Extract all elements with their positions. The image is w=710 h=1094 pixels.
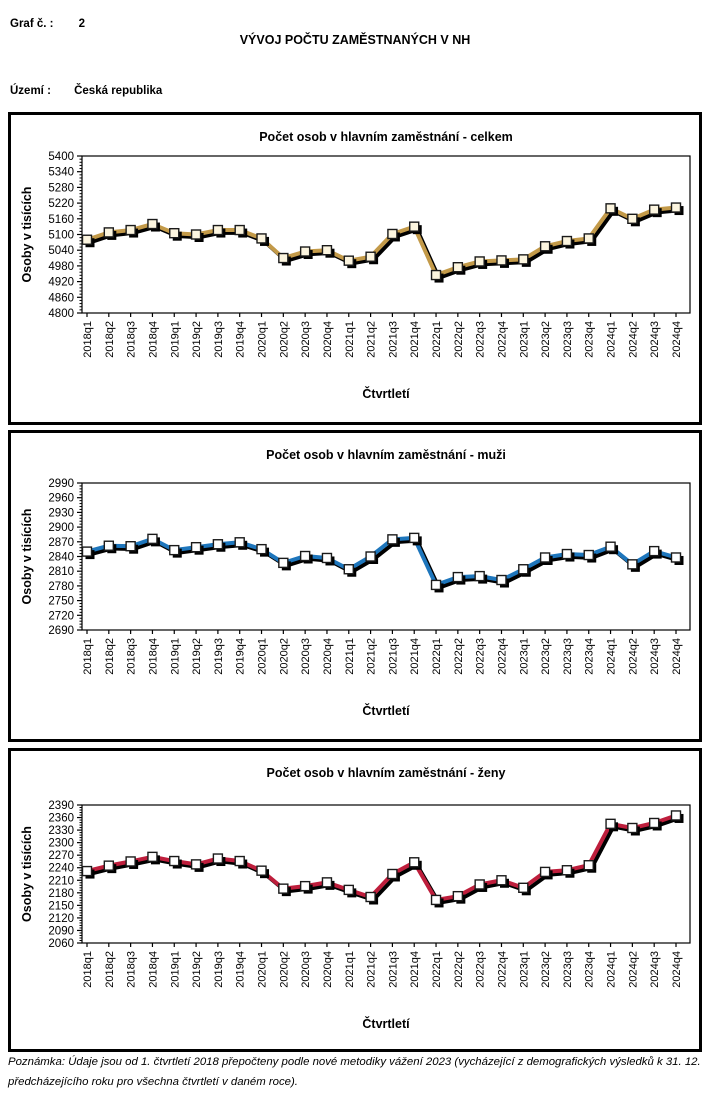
data-point-marker bbox=[83, 547, 92, 556]
x-tick-label: 2019q1 bbox=[169, 638, 182, 675]
x-tick-label: 2021q3 bbox=[387, 951, 400, 988]
data-point-marker bbox=[388, 229, 397, 238]
x-tick-label: 2021q3 bbox=[387, 321, 400, 358]
data-point-marker bbox=[432, 895, 441, 904]
x-tick-label: 2024q3 bbox=[649, 321, 662, 358]
x-tick-label: 2020q2 bbox=[278, 638, 291, 675]
y-tick-label: 2930 bbox=[48, 507, 74, 520]
line-chart-muzi bbox=[11, 433, 699, 739]
x-tick-label: 2020q1 bbox=[256, 321, 269, 358]
y-tick-label: 5340 bbox=[48, 166, 74, 179]
data-point-marker bbox=[170, 229, 179, 238]
y-tick-label: 2390 bbox=[48, 800, 74, 812]
x-tick-label: 2020q1 bbox=[256, 951, 269, 988]
data-point-marker bbox=[562, 550, 571, 559]
data-point-marker bbox=[301, 882, 310, 891]
x-tick-label: 2022q2 bbox=[452, 638, 465, 675]
territory-label: Území : bbox=[10, 85, 51, 97]
graf-label: Graf č. : bbox=[10, 18, 54, 30]
x-tick-label: 2020q4 bbox=[321, 951, 334, 988]
data-point-marker bbox=[301, 247, 310, 256]
data-point-marker bbox=[301, 552, 310, 561]
data-point-marker bbox=[432, 271, 441, 280]
data-point-marker bbox=[453, 263, 462, 272]
x-tick-label: 2021q3 bbox=[387, 638, 400, 675]
y-tick-label: 2780 bbox=[48, 580, 74, 593]
y-axis-title: Osoby v tisících bbox=[20, 508, 34, 605]
data-point-marker bbox=[453, 892, 462, 901]
x-tick-label: 2019q2 bbox=[191, 951, 204, 988]
x-tick-label: 2024q4 bbox=[671, 321, 683, 358]
data-point-marker bbox=[628, 214, 637, 223]
x-tick-label: 2018q1 bbox=[82, 321, 94, 358]
data-point-marker bbox=[541, 553, 550, 562]
data-point-marker bbox=[541, 867, 550, 876]
data-point-marker bbox=[584, 551, 593, 560]
data-point-marker bbox=[519, 883, 528, 892]
y-tick-label: 5160 bbox=[48, 213, 74, 226]
data-point-marker bbox=[279, 254, 288, 263]
x-tick-label: 2022q1 bbox=[431, 951, 444, 988]
data-point-marker bbox=[104, 228, 113, 237]
chart-box-celkem bbox=[8, 112, 702, 425]
x-tick-label: 2022q1 bbox=[431, 321, 444, 358]
x-tick-label: 2022q4 bbox=[496, 951, 509, 988]
y-tick-label: 2150 bbox=[48, 900, 74, 913]
data-point-marker bbox=[126, 226, 135, 235]
x-tick-label: 2021q1 bbox=[343, 638, 356, 675]
y-tick-label: 2840 bbox=[48, 551, 74, 564]
plot-border bbox=[82, 805, 690, 943]
data-point-marker bbox=[475, 257, 484, 266]
data-point-marker bbox=[322, 246, 331, 255]
x-tick-label: 2023q1 bbox=[518, 638, 531, 675]
x-tick-label: 2022q3 bbox=[474, 321, 487, 358]
x-tick-label: 2021q4 bbox=[409, 321, 422, 358]
x-tick-label: 2023q1 bbox=[518, 951, 531, 988]
data-point-marker bbox=[562, 866, 571, 875]
y-tick-label: 2330 bbox=[48, 825, 74, 838]
data-point-marker bbox=[322, 553, 331, 562]
data-point-marker bbox=[672, 811, 681, 820]
y-tick-label: 2870 bbox=[48, 536, 74, 549]
data-point-marker bbox=[672, 203, 681, 212]
data-point-marker bbox=[126, 542, 135, 551]
y-tick-label: 2360 bbox=[48, 812, 74, 825]
x-tick-label: 2020q3 bbox=[300, 638, 313, 675]
data-point-marker bbox=[344, 256, 353, 265]
data-point-marker bbox=[192, 230, 201, 239]
x-tick-label: 2021q2 bbox=[365, 638, 378, 675]
x-tick-label: 2019q1 bbox=[169, 951, 182, 988]
x-tick-label: 2018q4 bbox=[147, 638, 160, 675]
data-point-marker bbox=[235, 857, 244, 866]
x-tick-label: 2023q4 bbox=[583, 321, 596, 358]
y-tick-label: 5220 bbox=[48, 198, 74, 211]
x-tick-label: 2018q2 bbox=[103, 321, 116, 358]
x-tick-label: 2021q2 bbox=[365, 321, 378, 358]
data-point-marker bbox=[366, 552, 375, 561]
x-tick-label: 2019q4 bbox=[234, 321, 247, 358]
x-tick-label: 2019q1 bbox=[169, 321, 182, 358]
data-point-marker bbox=[213, 540, 222, 549]
x-tick-label: 2024q4 bbox=[671, 951, 683, 988]
x-tick-label: 2019q2 bbox=[191, 321, 204, 358]
x-tick-label: 2024q3 bbox=[649, 638, 662, 675]
chart-title: Počet osob v hlavním zaměstnání - ženy bbox=[266, 766, 506, 780]
x-tick-label: 2022q2 bbox=[452, 951, 465, 988]
data-point-marker bbox=[519, 565, 528, 574]
data-point-marker bbox=[279, 884, 288, 893]
x-tick-label: 2018q4 bbox=[147, 321, 160, 358]
x-tick-label: 2019q3 bbox=[212, 951, 225, 988]
y-tick-label: 2240 bbox=[48, 862, 74, 875]
x-tick-label: 2020q2 bbox=[278, 321, 291, 358]
data-point-marker bbox=[650, 547, 659, 556]
x-tick-label: 2018q1 bbox=[82, 951, 94, 988]
data-point-marker bbox=[410, 533, 419, 542]
y-tick-label: 4800 bbox=[48, 308, 74, 320]
x-tick-label: 2023q2 bbox=[540, 638, 553, 675]
data-point-marker bbox=[213, 854, 222, 863]
data-point-marker bbox=[257, 545, 266, 554]
data-point-marker bbox=[279, 558, 288, 567]
x-tick-label: 2021q1 bbox=[343, 951, 356, 988]
data-point-marker bbox=[388, 535, 397, 544]
x-tick-label: 2019q2 bbox=[191, 638, 204, 675]
y-tick-label: 2690 bbox=[48, 625, 74, 637]
y-tick-label: 2960 bbox=[48, 492, 74, 505]
data-point-marker bbox=[475, 572, 484, 581]
y-tick-label: 2300 bbox=[48, 837, 74, 850]
x-tick-label: 2018q2 bbox=[103, 951, 116, 988]
y-tick-label: 2750 bbox=[48, 595, 74, 608]
x-tick-label: 2022q1 bbox=[431, 638, 444, 675]
page-title: VÝVOJ POČTU ZAMĚSTNANÝCH V NH bbox=[239, 33, 471, 47]
x-tick-label: 2024q2 bbox=[627, 638, 640, 675]
data-point-marker bbox=[562, 237, 571, 246]
x-tick-label: 2024q1 bbox=[605, 321, 618, 358]
data-point-marker bbox=[366, 252, 375, 261]
y-tick-label: 2720 bbox=[48, 610, 74, 623]
y-tick-label: 5400 bbox=[48, 151, 74, 163]
x-tick-label: 2024q1 bbox=[605, 638, 618, 675]
x-tick-label: 2018q2 bbox=[103, 638, 116, 675]
y-axis-title: Osoby v tisících bbox=[20, 186, 34, 283]
y-tick-label: 4980 bbox=[48, 260, 74, 273]
y-tick-label: 2900 bbox=[48, 522, 74, 535]
y-axis-title: Osoby v tisících bbox=[20, 826, 34, 922]
data-point-marker bbox=[148, 534, 157, 543]
x-tick-label: 2024q2 bbox=[627, 951, 640, 988]
x-tick-label: 2019q4 bbox=[234, 951, 247, 988]
x-axis-title: Čtvrtletí bbox=[362, 1017, 410, 1031]
data-point-marker bbox=[257, 866, 266, 875]
data-point-marker bbox=[83, 867, 92, 876]
data-point-marker bbox=[628, 560, 637, 569]
x-axis-title: Čtvrtletí bbox=[362, 704, 410, 718]
x-tick-label: 2021q4 bbox=[409, 951, 422, 988]
x-tick-label: 2021q1 bbox=[343, 321, 356, 358]
data-point-marker bbox=[126, 857, 135, 866]
data-point-marker bbox=[475, 880, 484, 889]
data-point-marker bbox=[388, 870, 397, 879]
data-point-marker bbox=[235, 538, 244, 547]
data-point-marker bbox=[497, 876, 506, 885]
data-point-marker bbox=[432, 580, 441, 589]
x-tick-label: 2024q3 bbox=[649, 951, 662, 988]
x-tick-label: 2020q4 bbox=[321, 321, 334, 358]
data-point-marker bbox=[235, 226, 244, 235]
data-point-marker bbox=[410, 858, 419, 867]
chart-box-zeny bbox=[8, 748, 702, 1052]
x-tick-label: 2018q4 bbox=[147, 951, 160, 988]
data-point-marker bbox=[257, 234, 266, 243]
x-tick-label: 2019q3 bbox=[212, 321, 225, 358]
footnote bbox=[8, 1052, 706, 1092]
y-tick-label: 2060 bbox=[48, 938, 74, 950]
y-tick-label: 2180 bbox=[48, 887, 74, 900]
data-point-marker bbox=[650, 818, 659, 827]
x-tick-label: 2023q2 bbox=[540, 321, 553, 358]
data-point-marker bbox=[322, 878, 331, 887]
x-tick-label: 2018q3 bbox=[125, 951, 138, 988]
x-tick-label: 2022q4 bbox=[496, 638, 509, 675]
x-tick-label: 2018q3 bbox=[125, 321, 138, 358]
chart-box-muzi bbox=[8, 430, 702, 742]
x-tick-label: 2023q3 bbox=[561, 951, 574, 988]
data-point-marker bbox=[606, 819, 615, 828]
y-tick-label: 5280 bbox=[48, 182, 74, 195]
x-tick-label: 2023q3 bbox=[561, 638, 574, 675]
y-tick-label: 2270 bbox=[48, 850, 74, 863]
x-tick-label: 2020q2 bbox=[278, 951, 291, 988]
x-tick-label: 2023q2 bbox=[540, 951, 553, 988]
y-tick-label: 4920 bbox=[48, 276, 74, 289]
y-tick-label: 2120 bbox=[48, 912, 74, 925]
data-point-marker bbox=[192, 860, 201, 869]
data-point-marker bbox=[497, 576, 506, 585]
data-point-marker bbox=[83, 235, 92, 244]
y-tick-label: 5040 bbox=[48, 245, 74, 258]
x-tick-label: 2023q4 bbox=[583, 638, 596, 675]
graf-number-row bbox=[10, 18, 85, 30]
footnote-line-2: předcházejícího roku pro všechna čtvrtletí v daném roce). bbox=[8, 1076, 298, 1088]
x-tick-label: 2022q2 bbox=[452, 321, 465, 358]
x-tick-label: 2021q4 bbox=[409, 638, 422, 675]
data-point-marker bbox=[410, 222, 419, 231]
y-tick-label: 2990 bbox=[48, 478, 74, 490]
data-point-marker bbox=[650, 205, 659, 214]
data-point-marker bbox=[170, 857, 179, 866]
x-tick-label: 2024q4 bbox=[671, 638, 683, 675]
data-point-marker bbox=[672, 553, 681, 562]
x-axis-title: Čtvrtletí bbox=[362, 387, 410, 401]
data-point-marker bbox=[148, 852, 157, 861]
x-tick-label: 2022q3 bbox=[474, 638, 487, 675]
y-tick-label: 2090 bbox=[48, 925, 74, 938]
graf-number: 2 bbox=[78, 18, 86, 30]
x-tick-label: 2022q3 bbox=[474, 951, 487, 988]
x-tick-label: 2019q3 bbox=[212, 638, 225, 675]
chart-title: Počet osob v hlavním zaměstnání - muži bbox=[266, 448, 506, 462]
x-tick-label: 2024q1 bbox=[605, 951, 618, 988]
territory-row bbox=[10, 85, 162, 97]
y-tick-label: 5100 bbox=[48, 229, 74, 242]
data-point-marker bbox=[104, 861, 113, 870]
data-point-marker bbox=[606, 542, 615, 551]
x-tick-label: 2021q2 bbox=[365, 951, 378, 988]
data-point-marker bbox=[366, 893, 375, 902]
x-tick-label: 2020q3 bbox=[300, 321, 313, 358]
data-point-marker bbox=[192, 543, 201, 552]
x-tick-label: 2018q3 bbox=[125, 638, 138, 675]
territory-value: Česká republika bbox=[74, 85, 163, 97]
data-point-marker bbox=[170, 546, 179, 555]
data-point-marker bbox=[584, 861, 593, 870]
data-point-marker bbox=[104, 541, 113, 550]
line-chart-celkem bbox=[11, 115, 699, 422]
x-tick-label: 2019q4 bbox=[234, 638, 247, 675]
x-tick-label: 2024q2 bbox=[627, 321, 640, 358]
data-point-marker bbox=[519, 255, 528, 264]
data-point-marker bbox=[584, 234, 593, 243]
x-tick-label: 2020q1 bbox=[256, 638, 269, 675]
data-point-marker bbox=[344, 565, 353, 574]
chart-title: Počet osob v hlavním zaměstnání - celkem bbox=[259, 130, 513, 144]
data-point-marker bbox=[344, 885, 353, 894]
x-tick-label: 2023q1 bbox=[518, 321, 531, 358]
line-chart-zeny bbox=[11, 751, 699, 1049]
data-point-marker bbox=[213, 226, 222, 235]
data-point-marker bbox=[497, 256, 506, 265]
x-tick-label: 2020q4 bbox=[321, 638, 334, 675]
x-tick-label: 2018q1 bbox=[82, 638, 94, 675]
footnote-line-1: Poznámka: Údaje jsou od 1. čtvrtletí 2018 přepočteny podle nové metodiky vážení 2023 (vycházející z demografických výsledků k 31. 12. bbox=[8, 1056, 701, 1068]
x-tick-label: 2022q4 bbox=[496, 320, 509, 358]
x-tick-label: 2020q3 bbox=[300, 951, 313, 988]
x-tick-label: 2023q4 bbox=[583, 951, 596, 988]
y-tick-label: 2810 bbox=[48, 566, 74, 579]
data-point-marker bbox=[541, 242, 550, 251]
data-point-marker bbox=[148, 220, 157, 229]
data-point-marker bbox=[606, 204, 615, 213]
y-tick-label: 2210 bbox=[48, 875, 74, 888]
data-point-marker bbox=[628, 824, 637, 833]
x-tick-label: 2023q3 bbox=[561, 321, 574, 358]
data-point-marker bbox=[453, 573, 462, 582]
y-tick-label: 4860 bbox=[48, 292, 74, 305]
